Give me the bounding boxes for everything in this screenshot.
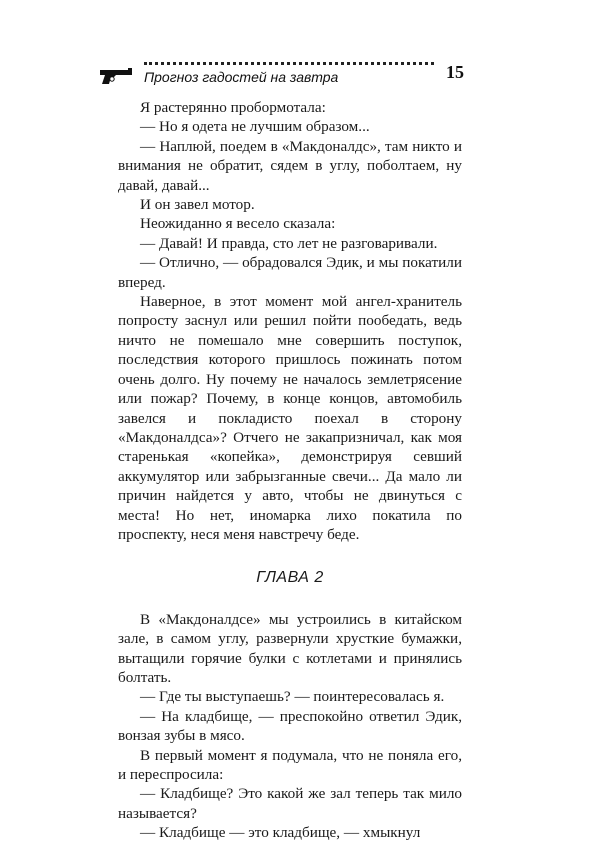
paragraph: Я растерянно пробормотала: bbox=[140, 99, 326, 116]
body-text bbox=[118, 98, 462, 843]
header-dotted-rule bbox=[144, 62, 434, 65]
pistol-icon bbox=[98, 66, 134, 86]
paragraph: Неожиданно я весело сказала: bbox=[140, 215, 336, 233]
paragraph: — Кладбище? Это какой же зал теперь так мило называется? bbox=[118, 785, 462, 822]
chapter-title: ГЛАВА 2 bbox=[256, 569, 324, 587]
paragraph: — Отлично, — обрадовался Эдик, и мы покатили вперед. bbox=[118, 254, 462, 291]
running-title: Прогноз гадостей на завтра bbox=[144, 69, 339, 85]
paragraph: — На кладбище, — преспокойно ответил Эдик, вонзая зубы в мясо. bbox=[118, 707, 462, 745]
paragraph: В первый момент я подумала, что не поняла его, и переспросила: bbox=[118, 746, 462, 783]
paragraph: — Но я одета не лучшим образом... bbox=[140, 118, 370, 136]
paragraph: — Наплюй, поедем в «Макдоналдс», там никто и внимания не обратит, сядем в углу, поболтаем, ну давай, давай... bbox=[118, 137, 462, 194]
paragraph: И он завел мотор. bbox=[140, 196, 255, 214]
paragraph: Наверное, в этот момент мой ангел-хранитель попросту заснул или решил пойти пообедать, ведь ничто не помешало мне совершить поступок, последствия которого пришлось пожинать потом очень долго. Ну почему не началось землетрясение или пожар? Почему, в конце концов, автомобиль завелся и покладисто поехал в сторону «Макдоналдса»? Отчего не закапризничал, как моя старенькая «копейка», демонстрируя севший аккумулятор или забрызганные свечи... Да мало ли причин найдется у авто, чтобы не двинуться с места! Но нет, иномарка лихо покатила по проспекту, неся меня навстречу беде. bbox=[118, 293, 462, 543]
paragraph: В «Макдоналдсе» мы устроились в китайском зале, в самом углу, развернули хрусткие бумажки, вытащили горячие булки с котлетами и принялись болтать. bbox=[118, 610, 462, 686]
paragraph: — Кладбище — это кладбище, — хмыкнул bbox=[140, 824, 421, 842]
paragraph: — Где ты выступаешь? — поинтересовалась я. bbox=[140, 688, 445, 706]
paragraph: — Давай! И правда, сто лет не разговаривали. bbox=[140, 234, 438, 252]
page-header bbox=[98, 58, 468, 90]
page-number: 15 bbox=[446, 62, 464, 82]
